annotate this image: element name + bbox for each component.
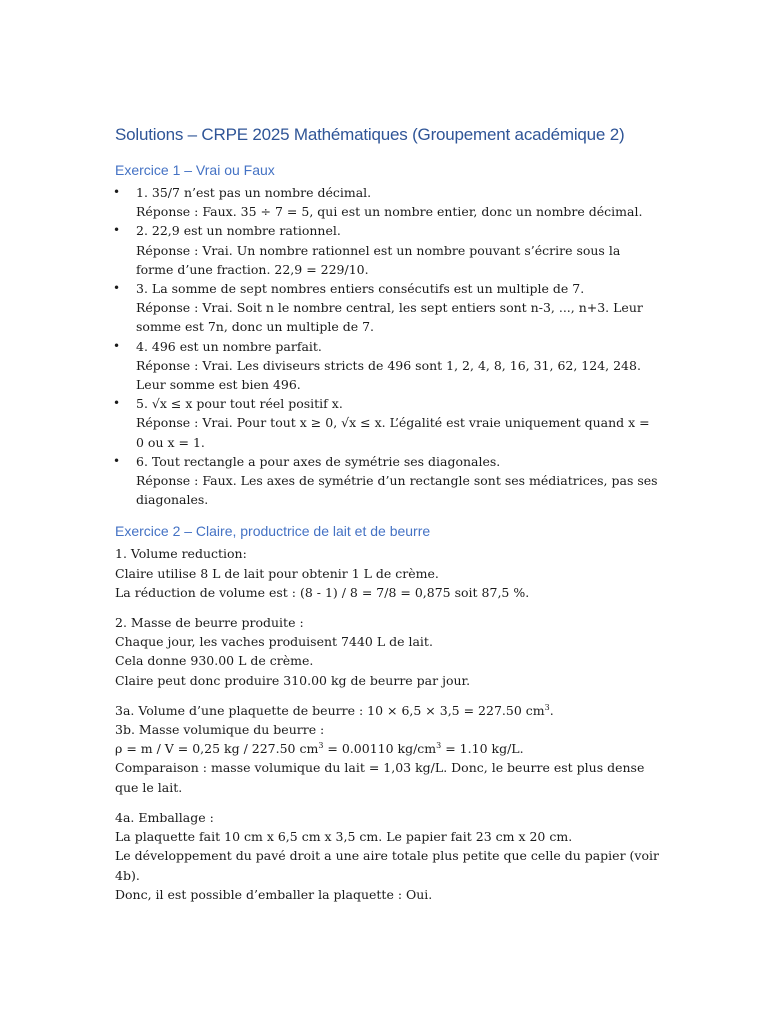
text-line: Cela donne 930.00 L de crème. <box>115 653 314 669</box>
text-line: La plaquette fait 10 cm x 6,5 cm x 3,5 cm. Le papier fait 23 cm x 20 cm. <box>115 829 573 845</box>
text-line: Comparaison : masse volumique du lait = 1,03 kg/L. Donc, le beurre est plus dense que le lait. <box>115 760 645 795</box>
list-item <box>115 221 660 279</box>
exercise2-heading: Exercice 2 – Claire, productrice de lait et de beurre <box>115 523 431 540</box>
answer-block-4 <box>115 808 660 904</box>
text-line: Le développement du pavé droit a une aire totale plus petite que celle du papier (voir 4b). <box>115 848 659 883</box>
answer-block-2 <box>115 613 660 690</box>
superscript: 3 <box>436 741 442 751</box>
question-answer: Réponse : Faux. Les axes de symétrie d’un rectangle sont ses médiatrices, pas ses diagonales. <box>136 473 658 508</box>
bullet-icon: • <box>113 396 121 411</box>
text-line <box>115 739 660 758</box>
superscript: 3 <box>318 741 324 751</box>
question-answer: Réponse : Vrai. Soit n le nombre central, les sept entiers sont n-3, ..., n+3. Leur somme est 7n, donc un multiple de 7. <box>136 300 643 335</box>
list-item <box>115 452 660 510</box>
list-item <box>115 394 660 452</box>
bullet-icon: • <box>113 185 121 199</box>
answer-block-1 <box>115 544 660 602</box>
list-item <box>115 337 660 395</box>
question-statement: 4. 496 est un nombre parfait. <box>136 338 322 354</box>
text-line: Claire peut donc produire 310.00 kg de beurre par jour. <box>115 672 471 688</box>
exercise1-heading: Exercice 1 – Vrai ou Faux <box>115 162 275 178</box>
list-item <box>115 279 660 337</box>
answer-block-3 <box>115 701 660 797</box>
text-fragment: ρ = m / V = 0,25 kg / 227.50 cm <box>115 741 319 757</box>
document-content <box>115 124 660 915</box>
question-statement: 6. Tout rectangle a pour axes de symétrie ses diagonales. <box>136 453 501 469</box>
question-answer: Réponse : Vrai. Les diviseurs stricts de 496 sont 1, 2, 4, 8, 16, 31, 62, 124, 248. Leur somme est bien 496. <box>136 357 641 393</box>
text-fragment: = 1.10 kg/L. <box>441 741 524 757</box>
bullet-icon: • <box>113 281 121 296</box>
text-line <box>115 701 660 720</box>
question-statement: 2. 22,9 est un nombre rationnel. <box>136 223 341 239</box>
question-answer: Réponse : Vrai. Pour tout x ≥ 0, √x ≤ x. L’égalité est vraie uniquement quand x = 0 ou x = 1. <box>136 415 650 450</box>
question-answer: Réponse : Vrai. Un nombre rationnel est un nombre pouvant s’écrire sous la forme d’une fraction. 22,9 = 229/10. <box>136 242 621 277</box>
text-line: Claire utilise 8 L de lait pour obtenir 1 L de crème. <box>115 565 439 581</box>
exercise1-list <box>115 183 660 509</box>
question-statement: 1. 35/7 n’est pas un nombre décimal. <box>136 185 372 200</box>
bullet-icon: • <box>113 223 121 238</box>
document-title: Solutions – CRPE 2025 Mathématiques (Groupement académique 2) <box>115 125 625 144</box>
bullet-icon: • <box>113 338 121 353</box>
text-fragment: = 0.00110 kg/cm <box>323 741 437 757</box>
text-line: Donc, il est possible d’emballer la plaquette : Oui. <box>115 886 433 902</box>
question-answer: Réponse : Faux. 35 ÷ 7 = 5, qui est un nombre entier, donc un nombre décimal. <box>136 204 643 220</box>
text-line: 4a. Emballage : <box>115 809 214 825</box>
text-line: La réduction de volume est : (8 - 1) / 8 = 7/8 = 0,875 soit 87,5 %. <box>115 584 530 600</box>
list-item <box>115 183 660 221</box>
text-fragment: . <box>549 702 554 718</box>
text-line: 3b. Masse volumique du beurre : <box>115 722 325 738</box>
question-statement: 3. La somme de sept nombres entiers consécutifs est un multiple de 7. <box>136 281 585 297</box>
bullet-icon: • <box>113 453 121 468</box>
text-fragment: 3a. Volume d’une plaquette de beurre : 10 × 6,5 × 3,5 = 227.50 cm <box>115 702 545 718</box>
question-statement: 5. √x ≤ x pour tout réel positif x. <box>136 396 343 412</box>
text-line: 2. Masse de beurre produite : <box>115 615 304 631</box>
text-line: Chaque jour, les vaches produisent 7440 L de lait. <box>115 634 433 650</box>
superscript: 3 <box>544 702 550 712</box>
text-line: 1. Volume reduction: <box>115 546 247 562</box>
